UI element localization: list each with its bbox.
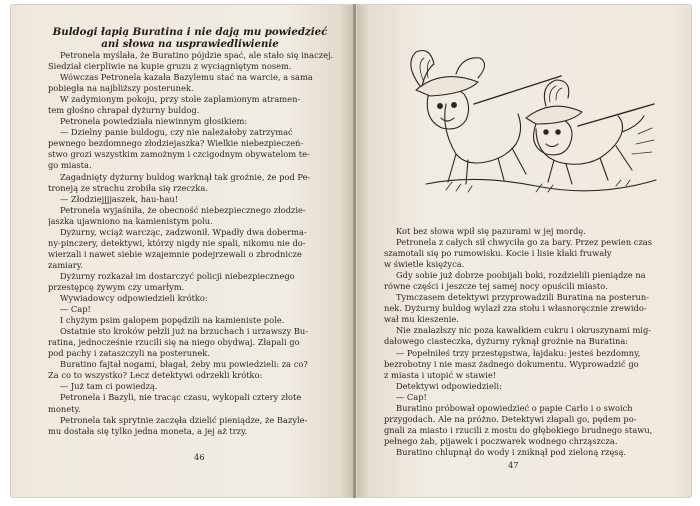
text-line: — Złodziejjjjaszek, hau-hau!: [60, 193, 179, 204]
text-line: szamotali się po rumowisku. Kocie i lisie kłaki fruwały: [384, 248, 612, 259]
text-line: Petronela i Bazyli, nie tracąc czasu, wykopali cztery złote: [60, 392, 302, 403]
text-line: mu dostała się tylko jedna moneta, a jej aż trzy.: [48, 425, 248, 436]
text-line: gnali za miasto i rzucili z mostu do głębokiego brudnego stawu,: [384, 424, 653, 435]
text-line: Zagadnięty dyżurny buldog warknął tak groźnie, że pod Pe-: [60, 171, 311, 182]
right-page: [356, 4, 692, 498]
text-line: ny-pinczery, detektywi, którzy nigdy nie spali, nikomu nie do-: [48, 237, 306, 248]
chapter-title-line: ani słowa na usprawiedliwienie: [101, 38, 279, 50]
text-line: w świetle księżyca.: [384, 259, 465, 270]
text-line: pod pachy i zataszczyli na posterunek.: [48, 348, 210, 359]
page-number-right: 47: [508, 460, 519, 470]
text-line: Buratino chlupnął do wody i zniknął pod zieloną rzęsą.: [396, 446, 627, 457]
text-line: Tymczasem detektywi przyprowadzili Buratina na posterun-: [396, 292, 650, 303]
text-line: troneją ze strachu zrobiła się rzeczka.: [48, 182, 209, 193]
text-line: Nie znalazłszy nic poza kawałkiem cukru i okruszynami mig-: [396, 325, 652, 336]
text-line: I chyżym psim galopem popędzili na kamieniste pole.: [60, 315, 285, 326]
text-line: Gdy sobie już dobrze poobijali boki, rozdzielili pieniądze na: [396, 270, 646, 281]
text-line: wał mu kieszenie.: [384, 314, 459, 325]
text-line: Detektywi odpowiedzieli:: [396, 380, 502, 391]
text-line: — Popełniłeś trzy przestępstwa, łajdaku: jesteś bezdomny,: [396, 347, 641, 358]
text-line: pełnego żab, pijawek i poczwarek wodnego chrząszcza.: [384, 435, 618, 446]
text-line: równe części i jeszcze tej samej nocy opuścili miasto.: [384, 281, 608, 292]
text-line: ratina, jednocześnie rzucili się na niego obydwaj. Złapali go: [48, 337, 300, 348]
text-line: Ostatnie sto kroków pełzli już na brzuchach i urzawszy Bu-: [60, 326, 309, 337]
text-line: — Już tam ci powiedzą.: [60, 381, 158, 392]
text-line: Petronela z całych sił chwyciła go za bary. Przez pewien czas: [396, 237, 653, 248]
text-line: dałowego ciasteczka, dyżurny ryknął groźnie na Buratina:: [384, 336, 629, 347]
text-line: go miasta.: [48, 160, 92, 171]
text-line: — Dzielny panie buldogu, czy nie należałoby zatrzymać: [60, 127, 293, 138]
text-line: przestępcę żywym czy umarłym.: [48, 281, 185, 292]
text-line: Kot bez słowa wpił się pazurami w jej mordę.: [396, 226, 586, 236]
text-line: Buratino fajtał nogami, błagał, żeby mu powiedzieli: za co?: [60, 359, 308, 370]
page-number-left: 46: [194, 452, 205, 462]
text-line: Petronela wyjaśniła, że obecność niebezpiecznego złodzie-: [60, 204, 306, 215]
text-line: Petronela powiedziała niewinnym głosikiem:: [60, 116, 248, 127]
left-page: [10, 4, 354, 498]
text-line: pobiegła na najbliższy posterunek.: [48, 83, 194, 94]
right-page-text: [384, 226, 680, 458]
left-page-text: [48, 50, 340, 437]
text-line: — Cap!: [60, 304, 91, 315]
text-line: Dyżurny, wciąż warcząc, zadzwonił. Wpadły dwa doberma-: [60, 226, 307, 237]
text-line: wierzali i nawet siebie wzajemnie podejrzewali o zbrodnicze: [48, 248, 302, 259]
text-line: Siedział cierpliwie na kupie gruzu z wyciągniętym nosem.: [48, 61, 292, 72]
text-line: W zadymionym pokoju, przy stole zaplamionym atramen-: [60, 94, 301, 105]
text-line: przygodach. Ale na próżno. Detektywi złapali go, pędem po-: [384, 413, 637, 424]
text-line: Petronela myślała, że Buratino pójdzie spać, ale stało się inaczej.: [60, 50, 334, 60]
text-line: tem głośno chrapał dyżurny buldog.: [48, 105, 200, 116]
text-line: bezrobotny i nie masz żadnego dokumentu. Wyprowadzić go: [384, 358, 639, 369]
book-spread: [4, 4, 696, 502]
text-line: — Cap!: [396, 391, 427, 402]
text-line: nek. Dyżurny buldog wylazł zza stołu i własnoręcznie zrewido-: [384, 303, 647, 314]
text-line: z miasta i utopić w stawie!: [384, 369, 497, 380]
text-line: Wówczas Petronela kazała Bazylemu stać na warcie, a sama: [60, 72, 313, 83]
text-line: Dyżurny rozkazał im dostarczyć policji niebezpiecznego: [60, 270, 295, 281]
text-line: Petronela tak sprytnie zaczęła dzielić pieniądze, że Bazyle-: [60, 414, 308, 425]
text-line: stwo grozi wszystkim zamożnym i czcigodnym obywatelom te-: [48, 149, 310, 160]
text-line: jaszka ujawniono na kamienistym polu.: [48, 215, 213, 226]
dogs-illustration: [386, 34, 666, 204]
text-line: Wywiadowcy odpowiedzieli krótko:: [60, 293, 208, 304]
text-line: zamiary.: [48, 259, 83, 270]
text-line: Buratino próbował opowiedzieć o papie Carlo i o swoich: [396, 402, 633, 413]
text-line: pewnego bezdomnego złodziejaszka? Wielkie niebezpieczeń-: [48, 138, 304, 149]
text-line: monety.: [48, 403, 81, 414]
chapter-title: [40, 26, 340, 50]
chapter-title-line: Buldogi łapią Buratina i nie dają mu powiedzieć: [52, 26, 328, 38]
text-line: Za co to wszystko? Lecz detektywi odrzekli krótko:: [48, 370, 263, 381]
